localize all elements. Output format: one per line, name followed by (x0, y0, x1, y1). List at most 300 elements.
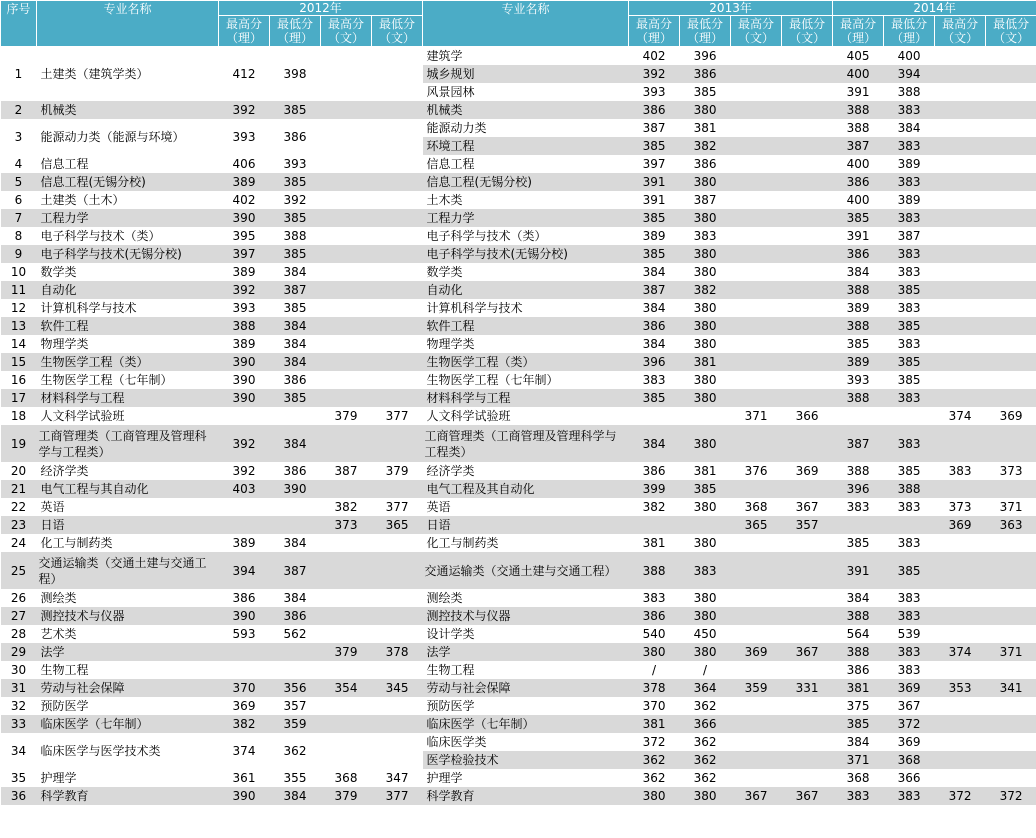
max-li-2012-value (219, 498, 270, 516)
max-wen-2013-value (731, 191, 782, 209)
max-wen-2014-value (935, 155, 986, 173)
max-wen-2013-value (731, 733, 782, 751)
major-name-2013: 建筑学 (426, 49, 463, 63)
min-li-2013-value: 386 (693, 157, 717, 171)
min-wen-2012-value: 377 (372, 787, 423, 805)
max-wen-2013-value (731, 227, 782, 245)
major-name-2012: 数学类 (40, 265, 77, 279)
max-li-2014-value: 384 (846, 735, 870, 749)
min-li-2012-value: 384 (283, 265, 307, 279)
max-wen-2014-value (935, 209, 986, 227)
max-wen-2012-value (321, 191, 372, 209)
min-li-2014-value: 383 (884, 425, 935, 462)
min-wen-2012-value (372, 625, 423, 643)
min-li-2013-value: 396 (693, 49, 717, 63)
max-wen-2013-value (731, 299, 782, 317)
max-li-2014-value: 388 (833, 389, 884, 407)
min-wen-2014-value (986, 119, 1036, 137)
max-wen-2013-value: 376 (744, 464, 768, 478)
major-name-2013: 软件工程 (423, 317, 629, 335)
min-li-2014-value: 387 (897, 229, 921, 243)
min-wen-2013-value (782, 227, 833, 245)
major-name-2013: 电子科学与技术（类） (426, 229, 547, 243)
max-li-2012-value: 393 (232, 301, 256, 315)
row-index: 34 (10, 744, 27, 758)
max-li-2013-value: 385 (629, 245, 680, 263)
min-wen-2014-value (986, 425, 1036, 462)
min-wen-2012-value: 345 (372, 679, 423, 697)
major-name-2013: 生物工程 (426, 663, 475, 677)
row-index: 14 (10, 337, 27, 351)
table-row (1, 47, 1036, 66)
min-li-2014-value: 385 (884, 281, 935, 299)
table-row (1, 227, 1036, 245)
max-li-2014-value: 396 (833, 480, 884, 498)
col-major-header-2: 专业名称 (423, 1, 629, 47)
max-li-2013-value: 540 (642, 627, 666, 641)
min-wen-2012-value: 347 (385, 771, 409, 785)
min-li-2013-value: 380 (680, 787, 731, 805)
min-li-2013-value: 380 (680, 643, 731, 661)
min-wen-2014-value (986, 751, 1036, 769)
max-li-2013-value: 362 (642, 771, 666, 785)
min-wen-2013-value: 367 (782, 643, 833, 661)
max-li-2013-value: 383 (642, 591, 666, 605)
row-index: 31 (1, 679, 37, 697)
max-li-2014-value: 400 (833, 65, 884, 83)
max-wen-2012-value (321, 245, 372, 263)
max-li-2013-value: 391 (629, 173, 680, 191)
max-wen-2014-value (935, 245, 986, 263)
max-wen-2014-value (935, 353, 986, 371)
max-wen-2012-value (321, 227, 372, 245)
min-li-2014-value: 383 (884, 245, 935, 263)
row-index: 32 (10, 699, 27, 713)
max-wen-2013-value (731, 353, 782, 371)
min-li-2012-value: 390 (270, 480, 321, 498)
min-wen-2013-value (782, 155, 833, 173)
min-wen-2013-value (782, 101, 833, 119)
major-name-2013: 日语 (423, 516, 629, 534)
min-li-2013-value: 380 (693, 337, 717, 351)
min-wen-2012-value (372, 299, 423, 317)
max-wen-2013-value (731, 317, 782, 335)
max-li-2014-value: 391 (846, 85, 870, 99)
major-name-2012: 化工与制药类 (40, 536, 113, 550)
min-li-2013-value: 362 (693, 699, 717, 713)
max-li-2012-value: 395 (232, 229, 256, 243)
min-wen-2012-value (372, 715, 423, 733)
table-row (1, 371, 1036, 389)
row-index: 27 (1, 607, 37, 625)
min-li-2012-value: 387 (270, 552, 321, 589)
max-li-2013-value: 380 (629, 787, 680, 805)
max-wen-2012-value (321, 589, 372, 607)
max-wen-2012-value (321, 552, 372, 589)
min-li-2014-value: 383 (884, 643, 935, 661)
max-wen-2013-value (731, 769, 782, 787)
max-wen-2014-value: 383 (948, 464, 972, 478)
min-wen-2014-value (986, 245, 1036, 263)
min-li-2013-value: 381 (693, 121, 717, 135)
max-wen-2012-value: 387 (334, 464, 358, 478)
min-li-2012-value: 384 (270, 353, 321, 371)
row-index: 19 (1, 425, 37, 462)
row-index: 16 (10, 373, 27, 387)
min-wen-2013-value (782, 733, 833, 751)
min-li-2013-value: 366 (680, 715, 731, 733)
min-li-2013-value: 362 (693, 735, 717, 749)
table-row (1, 353, 1036, 371)
table-row (1, 281, 1036, 299)
min-li-2014-value: 369 (884, 679, 935, 697)
row-index: 3 (14, 130, 23, 144)
min-wen-2013-value (782, 65, 833, 83)
max-li-2012-value: 406 (232, 157, 256, 171)
row-index: 21 (1, 480, 37, 498)
max-li-2013-value: / (652, 663, 657, 677)
max-wen-2012-value: 373 (321, 516, 372, 534)
max-wen-2014-value: 369 (935, 516, 986, 534)
min-wen-2012-value: 365 (372, 516, 423, 534)
max-wen-2013-value (731, 155, 782, 173)
table-row (1, 119, 1036, 137)
max-wen-2013-value: 368 (744, 500, 768, 514)
min-wen-2013-value (782, 83, 833, 101)
major-name-2012: 临床医学（七年制） (37, 715, 219, 733)
max-li-2014-value: 375 (846, 699, 870, 713)
min-li-2014-value: 383 (884, 787, 935, 805)
row-index: 25 (1, 552, 37, 589)
min-wen-2014-value (986, 625, 1036, 643)
max-wen-2012-value (321, 281, 372, 299)
major-name-2013: 电气工程及其自动化 (423, 480, 629, 498)
min-li-2012-value (270, 498, 321, 516)
major-name-2013: 土木类 (426, 193, 463, 207)
max-li-2014-value: 387 (833, 137, 884, 155)
year-2013-header: 2013年 (629, 1, 833, 16)
major-name-2013: 测绘类 (426, 591, 463, 605)
min-li-2014-value: 383 (897, 337, 921, 351)
row-index: 2 (1, 101, 37, 119)
max-wen-2013-value (731, 661, 782, 679)
min-wen-2014-value (986, 209, 1036, 227)
min-wen-2014-value (986, 101, 1036, 119)
min-wen-2014-value (986, 589, 1036, 607)
max-wen-2013-value (731, 697, 782, 715)
max-li-2012-value: 397 (219, 245, 270, 263)
min-wen-2014: 最低分（文） (986, 16, 1036, 47)
min-wen-2014-value: 341 (986, 679, 1036, 697)
min-wen-2013-value (782, 607, 833, 625)
max-wen-2012-value (321, 47, 372, 102)
max-li-2012-value: 390 (219, 353, 270, 371)
min-wen-2013-value (782, 389, 833, 407)
min-li-2012-value: 385 (283, 301, 307, 315)
major-name-2012: 能源动力类（能源与环境） (40, 130, 185, 144)
max-wen-2014-value: 374 (948, 409, 972, 423)
max-li-2014: 最高分（理） (833, 16, 884, 47)
max-wen-2012-value (321, 119, 372, 155)
min-wen-2012-value (372, 480, 423, 498)
year-2014-header: 2014年 (833, 1, 1036, 16)
max-li-2012-value: 374 (232, 744, 256, 758)
max-li-2014-value: 368 (846, 771, 870, 785)
max-wen-2014-value (935, 299, 986, 317)
min-wen-2014-value (986, 353, 1036, 371)
table-row (1, 317, 1036, 335)
max-wen-2014-value (935, 317, 986, 335)
major-name-2012: 预防医学 (40, 699, 89, 713)
min-wen-2012-value (372, 47, 423, 102)
max-li-2014-value: 386 (833, 173, 884, 191)
row-index: 29 (1, 643, 37, 661)
table-row (1, 173, 1036, 191)
major-name-2013: 环境工程 (423, 137, 629, 155)
min-wen-2014-value (986, 371, 1036, 389)
row-index: 13 (1, 317, 37, 335)
min-wen-2014-value (986, 299, 1036, 317)
max-li-2012-value: 369 (232, 699, 256, 713)
min-wen-2012-value: 379 (385, 464, 409, 478)
min-li-2013-value: 380 (680, 245, 731, 263)
min-li-2014-value: 383 (884, 607, 935, 625)
max-wen-2012-value (321, 480, 372, 498)
min-wen-2013-value (782, 281, 833, 299)
min-li-2014-value: 383 (884, 173, 935, 191)
min-wen-2014-value (986, 661, 1036, 679)
max-li-2014-value: 389 (846, 301, 870, 315)
max-li-2012: 最高分（理） (219, 16, 270, 47)
min-li-2012-value: 388 (283, 229, 307, 243)
max-li-2013-value: 372 (642, 735, 666, 749)
max-li-2012-value: 390 (219, 787, 270, 805)
min-wen-2012-value (372, 607, 423, 625)
max-wen-2014-value (935, 661, 986, 679)
major-name-2013: 经济学类 (426, 464, 475, 478)
table-row (1, 733, 1036, 751)
max-wen-2014-value (935, 47, 986, 66)
major-name-2013: 法学 (423, 643, 629, 661)
row-index: 20 (10, 464, 27, 478)
major-name-2012: 材料科学与工程 (37, 389, 219, 407)
max-wen-2012-value (321, 715, 372, 733)
max-li-2012-value: 403 (219, 480, 270, 498)
max-li-2013-value: 384 (629, 425, 680, 462)
min-li-2014-value: 366 (897, 771, 921, 785)
max-wen-2012-value (321, 335, 372, 353)
table-row (1, 516, 1036, 534)
max-wen-2013-value (731, 119, 782, 137)
major-name-2013: 科学教育 (423, 787, 629, 805)
row-index: 12 (10, 301, 27, 315)
max-wen-2014-value (935, 625, 986, 643)
max-wen-2014: 最高分（文） (935, 16, 986, 47)
table-row (1, 534, 1036, 552)
max-li-2014-value (833, 407, 884, 425)
min-li-2013-value: 386 (680, 65, 731, 83)
major-name-2012: 测绘类 (40, 591, 77, 605)
max-wen-2012-value (321, 534, 372, 552)
min-wen-2013-value: 331 (782, 679, 833, 697)
max-wen-2012-value (321, 389, 372, 407)
min-li-2013-value: 381 (693, 464, 717, 478)
max-li-2013-value: 385 (629, 209, 680, 227)
max-li-2014-value: 385 (846, 536, 870, 550)
min-wen-2012-value (372, 335, 423, 353)
max-wen-2014-value (935, 263, 986, 281)
max-li-2013-value (629, 407, 680, 425)
min-li-2012-value (270, 407, 321, 425)
min-li-2014-value: 383 (884, 389, 935, 407)
major-name-2012: 信息工程 (40, 157, 89, 171)
min-wen-2013-value (782, 697, 833, 715)
min-li-2014-value (884, 407, 935, 425)
max-wen-2014-value (935, 371, 986, 389)
max-li-2013-value: 384 (642, 265, 666, 279)
min-li-2014: 最低分（理） (884, 16, 935, 47)
min-wen-2013-value (782, 119, 833, 137)
max-li-2013-value: 385 (629, 137, 680, 155)
min-li-2012-value: 392 (283, 193, 307, 207)
max-wen-2014-value (935, 751, 986, 769)
major-name-2013: 设计学类 (426, 627, 475, 641)
max-wen-2014-value: 374 (935, 643, 986, 661)
max-li-2012-value (219, 407, 270, 425)
max-li-2014-value: 400 (846, 193, 870, 207)
min-li-2012-value: 384 (283, 337, 307, 351)
max-li-2012-value: 392 (219, 101, 270, 119)
year-2012-header: 2012年 (219, 1, 423, 16)
min-li-2013-value: 380 (680, 607, 731, 625)
max-li-2014-value: 386 (833, 245, 884, 263)
max-li-2013-value: 392 (629, 65, 680, 83)
max-li-2013-value: 386 (629, 101, 680, 119)
min-wen-2013-value (782, 769, 833, 787)
min-li-2014-value: 383 (884, 101, 935, 119)
min-li-2014-value: 394 (884, 65, 935, 83)
min-wen-2013-value (782, 589, 833, 607)
max-li-2012-value: 393 (232, 130, 256, 144)
major-name-2013: 化工与制药类 (426, 536, 499, 550)
min-li-2012-value: 385 (270, 173, 321, 191)
min-wen-2014-value (986, 227, 1036, 245)
min-li-2013-value (680, 407, 731, 425)
row-index: 17 (1, 389, 37, 407)
min-wen-2013-value (782, 47, 833, 66)
major-name-2013: 城乡规划 (423, 65, 629, 83)
max-li-2013-value: 385 (629, 389, 680, 407)
max-li-2013-value: 399 (629, 480, 680, 498)
min-wen-2012-value (372, 425, 423, 462)
major-name-2013: 自动化 (423, 281, 629, 299)
max-li-2012-value: 361 (232, 771, 256, 785)
row-index: 10 (10, 265, 27, 279)
row-index: 26 (10, 591, 27, 605)
max-wen-2012-value (321, 733, 372, 769)
row-index: 35 (10, 771, 27, 785)
max-li-2012-value: 389 (232, 265, 256, 279)
min-wen-2012-value (372, 119, 423, 155)
min-wen-2012-value (372, 209, 423, 227)
max-li-2012-value: 370 (219, 679, 270, 697)
min-li-2013-value: 381 (680, 353, 731, 371)
min-li-2012-value (270, 516, 321, 534)
max-wen-2012-value: 354 (321, 679, 372, 697)
max-wen-2014-value (935, 389, 986, 407)
max-wen-2013-value (731, 335, 782, 353)
min-wen-2013-value: 367 (782, 787, 833, 805)
col-major-header: 专业名称 (37, 1, 219, 47)
max-wen-2013-value (731, 389, 782, 407)
max-li-2012-value: 394 (219, 552, 270, 589)
max-li-2013-value: 397 (642, 157, 666, 171)
max-wen-2014-value (935, 83, 986, 101)
row-index: 8 (14, 229, 23, 243)
min-li-2014-value: 383 (897, 536, 921, 550)
min-li-2012-value: 384 (270, 317, 321, 335)
max-li-2014-value: 389 (833, 353, 884, 371)
min-li-2012-value (270, 643, 321, 661)
table-row (1, 498, 1036, 516)
major-name-2013: 生物医学工程（七年制） (426, 373, 559, 387)
max-wen-2013-value (731, 173, 782, 191)
major-name-2013: 材料科学与工程 (423, 389, 629, 407)
table-row (1, 245, 1036, 263)
min-li-2014-value: 383 (884, 137, 935, 155)
table-row (1, 661, 1036, 679)
major-name-2013: 风景园林 (426, 85, 475, 99)
max-wen-2012-value (321, 299, 372, 317)
table-row (1, 607, 1036, 625)
max-wen-2013-value (731, 281, 782, 299)
min-wen-2012-value (372, 281, 423, 299)
major-name-2013: 工商管理类（工商管理及管理科学与工程类） (423, 425, 629, 462)
min-li-2014-value: 539 (897, 627, 921, 641)
max-wen-2013-value (731, 83, 782, 101)
min-wen-2014-value (986, 191, 1036, 209)
max-wen-2012-value: 379 (321, 787, 372, 805)
min-wen-2013-value (782, 425, 833, 462)
max-wen-2014-value: 373 (948, 500, 972, 514)
min-li-2013-value: 380 (693, 500, 717, 514)
min-li-2014-value: 383 (897, 301, 921, 315)
row-index: 30 (10, 663, 27, 677)
max-wen-2012-value (321, 607, 372, 625)
min-wen-2014-value (986, 65, 1036, 83)
max-wen-2014-value (935, 425, 986, 462)
max-wen-2014-value (935, 119, 986, 137)
max-li-2014-value: 384 (846, 591, 870, 605)
max-wen-2013-value (731, 625, 782, 643)
min-wen-2014-value: 369 (999, 409, 1023, 423)
min-wen-2012-value: 377 (385, 409, 409, 423)
row-index: 33 (1, 715, 37, 733)
min-wen-2013-value (782, 335, 833, 353)
max-wen-2013-value (731, 534, 782, 552)
max-li-2014-value: 388 (846, 464, 870, 478)
min-wen-2012-value (372, 733, 423, 769)
major-name-2013: 能源动力类 (426, 121, 487, 135)
max-wen-2013-value (731, 715, 782, 733)
max-wen-2013-value (731, 137, 782, 155)
min-li-2012-value: 356 (270, 679, 321, 697)
min-li-2014-value: 385 (884, 353, 935, 371)
table-row (1, 425, 1036, 462)
max-wen-2014-value (935, 173, 986, 191)
min-li-2013-value: 362 (693, 771, 717, 785)
min-li-2013-value: 364 (680, 679, 731, 697)
